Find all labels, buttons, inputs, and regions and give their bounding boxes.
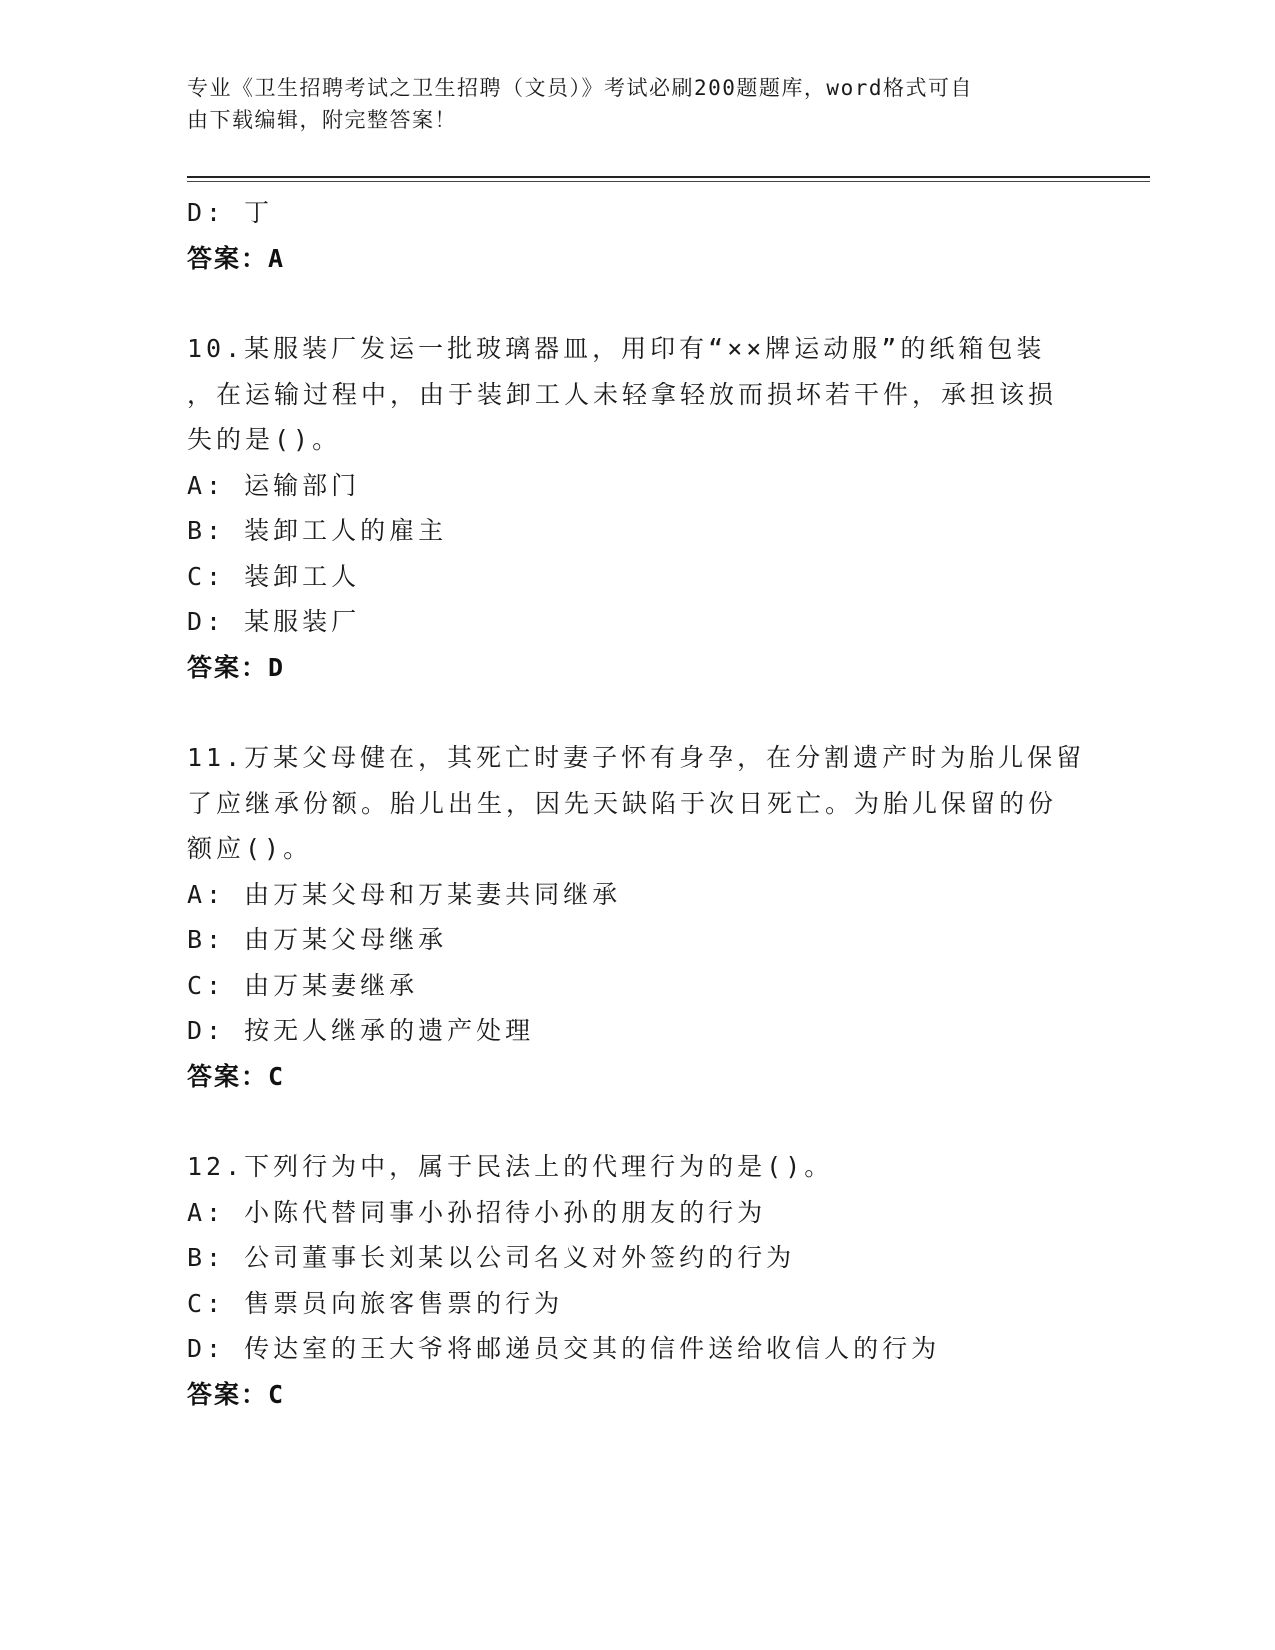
answer: 答案：A (187, 243, 286, 273)
answer: 答案：C (187, 1379, 286, 1409)
question-10 (187, 326, 1077, 690)
question-12 (187, 1144, 1077, 1417)
question-stem: 10.某服装厂发运一批玻璃器皿，用印有“××牌运动服”的纸箱包装 (187, 334, 1046, 363)
header-divider (187, 176, 1150, 178)
option-d: D: 按无人继承的遗产处理 (187, 1016, 535, 1045)
page-header (187, 72, 1067, 136)
option-d: D: 某服装厂 (187, 607, 361, 636)
previous-question-tail (187, 190, 1077, 281)
question-stem: 额应()。 (187, 834, 313, 863)
question-stem: ，在运输过程中，由于装卸工人未轻拿轻放而损坏若干件，承担该损 (187, 379, 1058, 409)
answer: 答案：C (187, 1061, 286, 1091)
option-c: C: 装卸工人 (187, 561, 361, 591)
header-line-1: 专业《卫生招聘考试之卫生招聘（文员）》考试必刷200题题库，word格式可自 (187, 76, 973, 100)
option-d: D: 传达室的王大爷将邮递员交其的信件送给收信人的行为 (187, 1334, 941, 1363)
option-a: A: 运输部门 (187, 470, 361, 500)
option-a: A: 由万某父母和万某妻共同继承 (187, 879, 622, 909)
option-b: B: 公司董事长刘某以公司名义对外签约的行为 (187, 1243, 796, 1272)
option-d: D: 丁 (187, 198, 274, 227)
question-stem: 12.下列行为中，属于民法上的代理行为的是()。 (187, 1152, 834, 1181)
question-list (187, 190, 1086, 1417)
option-c: C: 由万某妻继承 (187, 970, 419, 1000)
option-c: C: 售票员向旅客售票的行为 (187, 1288, 564, 1318)
question-11 (187, 735, 1086, 1099)
question-stem: 失的是()。 (187, 425, 342, 454)
question-stem: 11.万某父母健在，其死亡时妻子怀有身孕，在分割遗产时为胎儿保留 (187, 743, 1086, 772)
header-line-2: 由下载编辑，附完整答案！ (187, 108, 457, 132)
option-b: B: 由万某父母继承 (187, 925, 448, 954)
question-stem: 了应继承份额。胎儿出生，因先天缺陷于次日死亡。为胎儿保留的份 (187, 788, 1058, 818)
option-b: B: 装卸工人的雇主 (187, 516, 448, 545)
header-divider-thin (187, 181, 1150, 182)
answer: 答案：D (187, 652, 286, 682)
option-a: A: 小陈代替同事小孙招待小孙的朋友的行为 (187, 1197, 767, 1227)
